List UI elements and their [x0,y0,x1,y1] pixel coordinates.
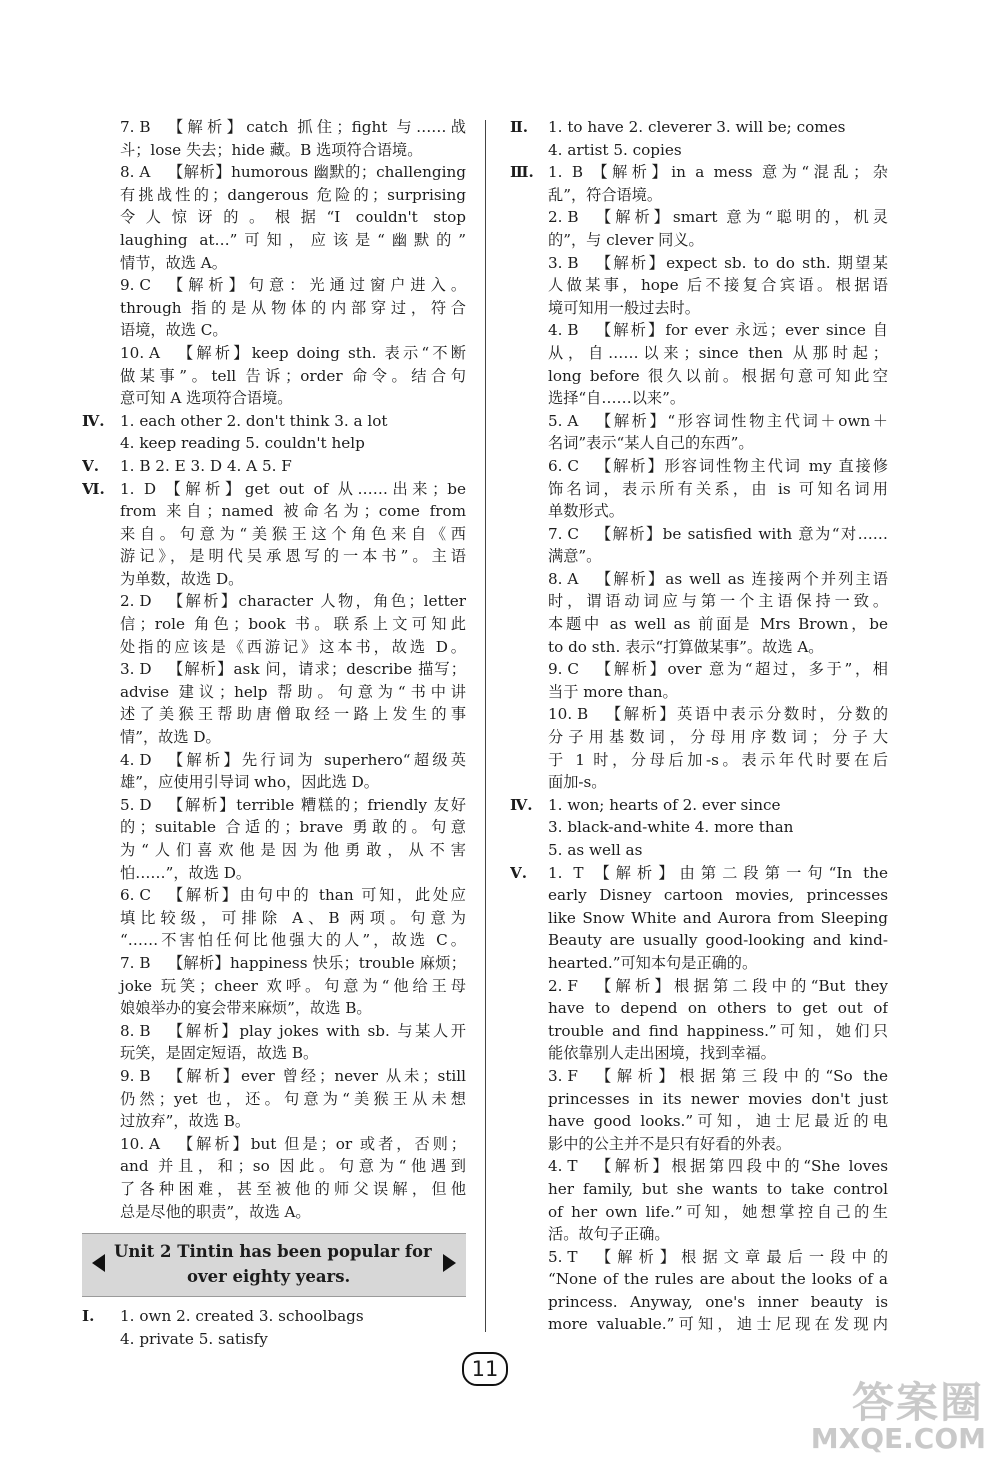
answer-text: 时，谓语动词应与第一个主语保持一致。 [548,592,888,611]
answer-line [82,432,466,455]
answer-line [510,229,888,252]
answer-line [510,206,888,229]
answer-text: long before 很久以前。根据句意可知此空 [548,366,888,385]
answer-text: 处指的应该是《西游记》这本书，故选 D。 [120,637,466,656]
question-number: 8. A [548,569,579,588]
answer-text: 境可知用一般过去时。 [548,298,700,317]
answer-text: 【解析】英语中表示分数时，分数的 [606,705,888,724]
answer-text: 了各种困难，甚至被他的师父误解，但他 [120,1179,466,1198]
answer-text: through 指的是从物体的内部穿过，符合 [120,298,466,317]
answer-line [82,365,466,388]
answer-text: 1. T 【解析】由第二段第一句“In the [548,863,888,882]
answer-line [510,365,888,388]
answer-line [510,319,888,342]
answer-line [510,1246,888,1269]
answer-line [82,478,466,501]
answer-line [510,1065,888,1088]
answer-text: 过放弃”，故选 B。 [120,1112,251,1131]
answer-text: 【解析】ever 曾经；never 从未；still [168,1066,466,1085]
answer-text: 【解析】expect sb. to do sth. 期望某 [596,253,888,272]
section-number: Ⅳ. [82,411,105,430]
answer-text: 1. B 2. E 3. D 4. A 5. F [120,456,292,475]
unit-banner [82,1233,466,1297]
answer-text: 填比较级，可排除 A、B 两项。句意为 [120,908,466,927]
answer-text: 1. won; hearts of 2. ever since [548,795,781,814]
answer-line [510,884,888,907]
answer-text: 【解析】over 意为“超过，多于”，相 [596,660,888,679]
answer-line [510,116,888,139]
answer-line [510,387,888,410]
answer-text: 从，自……以来；since then 从那时起； [548,343,888,362]
answer-line [510,590,888,613]
answer-line [82,997,466,1020]
answer-text: 玩笑，是固定短语，故选 B。 [120,1044,319,1063]
answer-text: 本题中 as well as 前面是 Mrs Brown，be [548,615,888,634]
answer-text: joke 玩笑；cheer 欢呼。句意为“他给王母 [120,976,466,995]
answer-line [510,1223,888,1246]
answer-text: 选择“自……以来”。 [548,389,686,408]
answer-line [82,410,466,433]
answer-text: hearted.”可知本句是正确的。 [548,953,758,972]
answer-text: 做某事”。tell 告诉；order 命令。结合句 [120,366,466,385]
answer-text: 述了美猴王帮助唐僧取经一路上发生的事 [120,705,466,724]
answer-text: 分子用基数词，分母用序数词；分子大 [548,728,888,747]
answer-list-right [510,116,888,1336]
answer-line [510,1042,888,1065]
answer-text: “……不害怕任何比他强大的人”，故选 C。 [120,931,466,950]
question-number: 6. C [120,886,151,905]
answer-line [82,229,466,252]
answer-line [510,139,888,162]
answer-text: 信；role 角色；book 书。联系上文可知此 [120,615,466,634]
answer-line [82,252,466,275]
answer-line [82,1178,466,1201]
answer-text: 【解析】catch 抓住；fight 与……战 [168,118,466,136]
watermark-site: MXQE.COM [810,1422,986,1455]
question-number: 9. C [120,276,151,295]
answer-line [510,432,888,455]
answer-text: “None of the rules are about the looks of a [548,1270,888,1289]
answer-text: early Disney cartoon movies, princesses [548,886,888,905]
question-number: 10. A [120,1134,160,1153]
answer-line [510,1088,888,1111]
answer-line [510,523,888,546]
answer-line [510,342,888,365]
answer-text: 1. own 2. created 3. schoolbags [120,1307,364,1326]
answer-line [510,1313,888,1336]
answer-line [82,1065,466,1088]
answer-line [82,816,466,839]
answer-text: 1. B 【解析】in a mess 意为“混乱；杂 [548,163,888,182]
answer-line [510,1020,888,1043]
answer-text: 的”，与 clever 同义。 [548,230,704,249]
question-number: 8. A [120,163,151,182]
answer-line [82,1305,466,1328]
answer-line [82,1088,466,1111]
answer-line [510,161,888,184]
answer-text: 的；suitable 合适的；brave 勇敢的。句意 [120,818,466,837]
answer-text: 人做某事，hope 后不接复合宾语。根据语 [548,276,888,295]
answer-text: 【解析】根据第四段中的“She loves [596,1157,888,1176]
answer-text: trouble and find happiness.”可知，她们只 [548,1021,888,1040]
answer-text: 【解析】character 人物，角色；letter [168,592,466,611]
question-number: 2. D [120,592,152,611]
question-number: 2. B [548,208,579,227]
answer-line [510,1291,888,1314]
answer-line [82,975,466,998]
answer-text: 为“人们喜欢他是因为他勇敢，从不害 [120,841,466,859]
answer-text: 4. private 5. satisfy [120,1329,268,1348]
question-number: 3. D [120,660,152,679]
answer-line [82,319,466,342]
answer-text: to do sth. 表示“打算做某事”。故选 A。 [548,637,824,656]
watermark-title: 答案圈 [851,1378,984,1427]
answer-text: more valuable.”可知，迪士尼现在发现内 [548,1315,888,1334]
answer-text: 【解析】but 但是；or 或者，否则； [178,1134,466,1153]
answer-line [510,794,888,817]
answer-line [82,1042,466,1065]
answer-line [82,952,466,975]
answer-line [82,545,466,568]
answer-line [510,455,888,478]
answer-text: 为单数，故选 D。 [120,569,244,588]
question-number: 5. T [548,1247,578,1266]
question-number: 5. D [120,795,152,814]
answer-text: 【解析】“形容词性物主代词＋own＋ [596,411,888,430]
answer-line [510,1268,888,1291]
answer-line [510,975,888,998]
answer-line [82,726,466,749]
answer-line [82,1133,466,1156]
answer-text: 意可知 A 选项符合语境。 [120,389,293,408]
answer-line [82,749,466,772]
answer-line [510,184,888,207]
answer-line [510,1133,888,1156]
answer-text: 【解析】as well as 连接两个并列主语 [596,569,888,588]
unit-banner-subtitle: over eighty years. [187,1267,351,1287]
answer-line [82,206,466,229]
answer-text: laughing at…”可知，应该是“幽默的” [120,230,466,249]
answer-text: 面加-s。 [548,773,607,792]
answer-text: 【解析】形容词性物主代词 my 直接修 [596,456,888,475]
answer-text: 1. each other 2. don't think 3. a lot [120,411,388,430]
section-number: Ⅴ. [510,863,528,882]
answer-text: 【解析】句意：光通过窗户进入。 [168,276,466,295]
answer-text: 来自。句意为“美猴王这个角色来自《西 [120,524,466,543]
answer-text: 当于 more than。 [548,682,678,701]
question-number: 4. T [548,1157,578,1176]
answer-line [510,907,888,930]
answer-line [510,568,888,591]
answer-text: 【解析】be satisfied with 意为“对…… [596,524,888,543]
answer-list-unit2 [82,1305,466,1350]
right-column [510,116,888,1336]
watermark-logo [790,1370,990,1460]
answer-text: like Snow White and Aurora from Sleeping [548,908,888,927]
answer-text: from 来自；named 被命名为；come from [120,502,466,521]
answer-text: 单数形式。 [548,502,624,521]
answer-list-left [82,116,466,1223]
question-number: 7. B [120,953,151,972]
answer-text: 【解析】由句中的 than 可知，此处应 [168,886,466,905]
answer-line [510,929,888,952]
answer-line [82,500,466,523]
answer-text: princesses in its newer movies don't just [548,1089,888,1108]
answer-line [82,139,466,162]
question-number: 5. A [548,411,579,430]
arrow-right-icon [443,1254,456,1272]
answer-line [82,636,466,659]
answer-line [510,274,888,297]
answer-line [510,410,888,433]
answer-text: 名词”表示“某人自己的东西”。 [548,434,754,453]
answer-line [510,297,888,320]
section-number: Ⅴ. [82,456,100,475]
section-number: Ⅵ. [82,479,105,498]
answer-text: 有挑战性的；dangerous 危险的；surprising [120,185,466,204]
answer-line [82,681,466,704]
answer-text: 5. as well as [548,841,643,859]
answer-text: 4. keep reading 5. couldn't help [120,434,365,453]
answer-line [510,816,888,839]
answer-text: 【解析】先行词为 superhero“超级英 [168,750,466,769]
answer-line [82,839,466,862]
answer-line [82,929,466,952]
answer-line [82,297,466,320]
question-number: 10. B [548,705,589,724]
answer-text: 雄”，应使用引导词 who，因此选 D。 [120,773,379,792]
question-number: 4. B [548,321,579,340]
answer-text: 【解析】terrible 糟糕的；friendly 友好 [168,795,466,814]
answer-line [510,1110,888,1133]
answer-line [510,681,888,704]
answer-line [82,568,466,591]
answer-text: 怕……”，故选 D。 [120,863,252,882]
answer-line [510,478,888,501]
answer-line [82,907,466,930]
answer-text: 乱”，符合语境。 [548,185,663,204]
answer-text: 仍然；yet 也，还。句意为“美猴王从未想 [120,1089,466,1108]
answer-line [510,658,888,681]
section-number: Ⅱ. [510,118,529,136]
answer-text: and 并且，和；so 因此。句意为“他遇到 [120,1157,466,1176]
answer-line [510,613,888,636]
answer-text: 能依靠别人走出困境，找到幸福。 [548,1044,776,1063]
question-number: 10. A [120,343,160,362]
answer-line [82,1110,466,1133]
answer-text: 总是尽他的职责”，故选 A。 [120,1202,311,1221]
answer-text: 【解析】humorous 幽默的；challenging [168,163,466,182]
answer-text: princess. Anyway, one's inner beauty is [548,1292,888,1311]
answer-line [510,252,888,275]
answer-text: of her own life.”可知，她想掌控自己的生 [548,1202,888,1221]
question-number: 4. D [120,750,152,769]
answer-line [82,1020,466,1043]
answer-text: 饰名词，表示所有关系，由 is 可知名词用 [548,479,888,498]
answer-line [82,771,466,794]
answer-text: 娘娘举办的宴会带来麻烦”，故选 B。 [120,999,372,1018]
section-number: Ⅲ. [510,163,534,182]
answer-text: 【解析】根据第二段中的“But they [596,976,888,995]
answer-text: 情”，故选 D。 [120,728,221,747]
column-divider [485,120,486,1332]
question-number: 7. B [120,118,151,136]
answer-text: 3. black-and-white 4. more than [548,818,794,837]
answer-text: 游记》，是明代吴承恩写的一本书”。主语 [120,547,466,566]
answer-line [82,274,466,297]
answer-text: 1. D 【解析】get out of 从……出来；be [120,479,466,498]
question-number: 3. F [548,1066,578,1085]
question-number: 9. B [120,1066,151,1085]
answer-text: have good looks.”可知，迪士尼最近的电 [548,1112,888,1131]
question-number: 8. B [120,1021,151,1040]
answer-line [82,523,466,546]
answer-line [82,1155,466,1178]
answer-text: 4. artist 5. copies [548,140,682,159]
answer-line [510,749,888,772]
answer-line [82,455,466,478]
answer-line [82,794,466,817]
answer-text: 情节，故选 A。 [120,253,227,272]
answer-text: 【解析】play jokes with sb. 与某人开 [168,1021,466,1040]
answer-text: 【解析】for ever 永远；ever since 自 [596,321,888,340]
answer-line [82,184,466,207]
answer-text: her family, but she wants to take control [548,1179,888,1198]
answer-line [510,726,888,749]
unit-banner-title: Unit 2 Tintin has been popular for [114,1242,432,1262]
answer-line [82,1201,466,1224]
section-number: Ⅳ. [510,795,533,814]
answer-line [510,500,888,523]
answer-line [510,545,888,568]
section-number: Ⅰ. [82,1307,95,1326]
answer-line [82,884,466,907]
answer-text: 【解析】根据文章最后一段中的 [596,1247,888,1266]
question-number: 9. C [548,660,579,679]
answer-text: 影中的公主并不是只有好看的外表。 [548,1134,791,1153]
answer-line [510,771,888,794]
answer-text: 【解析】happiness 快乐；trouble 麻烦； [168,953,466,972]
answer-line [510,862,888,885]
answer-line [510,1155,888,1178]
page-number: 11 [462,1352,508,1386]
answer-text: 令人惊讶的。根据“I couldn't stop [120,208,466,227]
answer-text: 满意”。 [548,547,602,566]
answer-line [510,703,888,726]
answer-line [82,116,466,139]
answer-text: 1. to have 2. cleverer 3. will be; comes [548,118,846,136]
arrow-left-icon [92,1254,105,1272]
answer-text: 【解析】keep doing sth. 表示“不断 [178,343,466,362]
question-number: 7. C [548,524,579,543]
question-number: 2. F [548,976,578,995]
answer-text: 语境，故选 C。 [120,321,228,340]
answer-text: advise 建议；help 帮助。句意为“书中讲 [120,682,466,701]
answer-text: 活。故句子正确。 [548,1225,670,1244]
answer-line [510,1178,888,1201]
answer-line [82,1328,466,1351]
answer-line [82,703,466,726]
left-column [82,116,466,1350]
question-number: 3. B [548,253,579,272]
answer-text: 【解析】smart 意为“聪明的，机灵 [596,208,888,227]
answer-text: Beauty are usually good-looking and kind- [548,931,888,950]
answer-line [82,658,466,681]
answer-line [82,613,466,636]
question-number: 6. C [548,456,579,475]
answer-line [82,387,466,410]
answer-line [510,952,888,975]
answer-line [82,161,466,184]
answer-line [510,997,888,1020]
answer-text: 斗；lose 失去；hide 藏。B 选项符合语境。 [120,140,423,159]
answer-line [82,590,466,613]
answer-line [82,862,466,885]
answer-text: 【解析】根据第三段中的“So the [596,1066,888,1085]
answer-line [510,1201,888,1224]
answer-text: 于 1 时，分母后加-s。表示年代时要在后 [548,750,888,769]
answer-text: have to depend on others to get out of [548,999,888,1018]
answer-line [82,342,466,365]
answer-text: 【解析】ask 问，请求；describe 描写； [168,660,466,679]
answer-line [510,636,888,659]
answer-line [510,839,888,862]
